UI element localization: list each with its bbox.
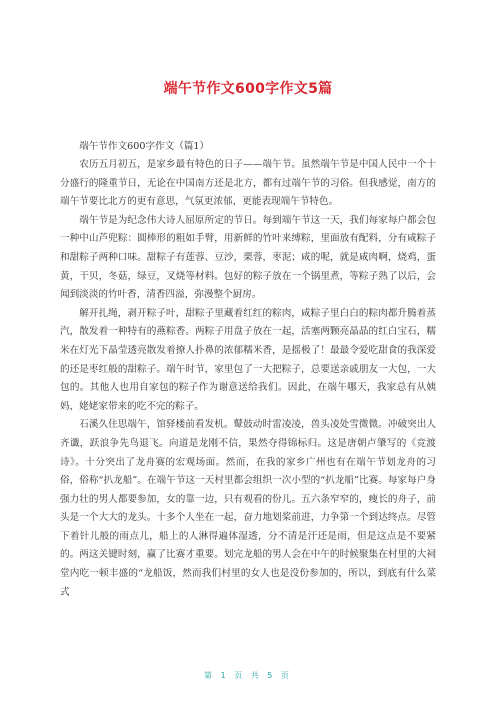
paragraph: 解开扎绳，剥开粽子叶，甜粽子里藏着红红的粽肉，咸粽子里白白的粽肉都升腾着蒸汽，散发着一种特有的燕粽香。两粽子用盘子放在一起，活塞两颗亮晶晶的红白宝石，糯米在灯光下晶莹透亮散发着撩人扑鼻的浓郁糯米香，是摇极了！最最令爱吃甜食的我深爱的还是枣红般的甜粽子。端午时节，家里包了一大把粽子，总要送亲戚朋友一大包，一大包的。其他人也用自家包的粽子作为谢意送给我们。因此，在端午哪天，我家总有从姨妈，姥姥家带来的吃不完的粽子。 [60,307,436,412]
paragraph: 农历五月初五，是家乡最有特色的日子——端午节。虽然端午节是中国人民中一个十分盛行的隆重节日，无论在中国南方还是北方，都有过端午节的习俗。但我感觉，南方的端午节要比北方的更有意思，气氛更浓郁，更能表现端午节特色。 [60,159,436,208]
section-heading: 端午节作文600字作文（篇1） [79,141,210,152]
document-title: 端午节作文600字作文5篇 [163,81,333,97]
document-body [60,138,436,602]
paragraph: 石溪久住思端午，馆驿楼前看发机。鼙鼓动时雷凌凌，兽头凌处雪微微。冲破突出人齐谶，跃浪争先鸟退飞。向道是龙刚不信，果然夺得锦标归。这是唐朝卢肇写的《竞渡诗》。十分突出了龙舟赛的宏观场面。然而，在我的家乡广州也有在端午节划龙舟的习俗，俗称“扒龙船”。在端午节这一天村里都会组织一次小型的“扒龙船”比赛。每家每户身强力壮的男人都要参加，女的靠一边，只有观看的份儿。五六条窄窄的，瘦长的舟子，前头是一个大大的龙头。十多个人坐在一起，奋力地划桨前进，力争第一个到达终点。尽管下着针儿般的雨点儿，船上的人淋得遍体湿透，分不清是汗还是雨，但是这点是不要紧的。两这关键时刻，赢了比赛才重要。划完龙船的男人会在中午的时候聚集在村里的大祠堂内吃一顿丰盛的“龙船饭，然而我们村里的女人也是没份参加的，所以，到底有什么菜式 [60,419,436,598]
paragraph: 端午节是为纪念伟大诗人屈原所定的节日。每到端午节这一天，我们每家每户都会包一种中山芦兜粽：圆棒形的粗如手臂，用新鲜的竹叶来缚粽，里面放有配料，分有咸粽子和甜粽子两种口味。甜粽子有莲蓉、豆沙，栗蓉，枣泥；咸的呢，就是咸肉啊，烧鸡，蛋黄，干贝，冬菇，绿豆，叉烧等材料。包好的粽子放在一个锅里煮，等粽子熟了以后，会闻到淡淡的竹叶香，清香四溢，弥漫整个厨房。 [60,214,436,301]
page-footer: 第 1 页 共 5 页 [204,671,292,680]
